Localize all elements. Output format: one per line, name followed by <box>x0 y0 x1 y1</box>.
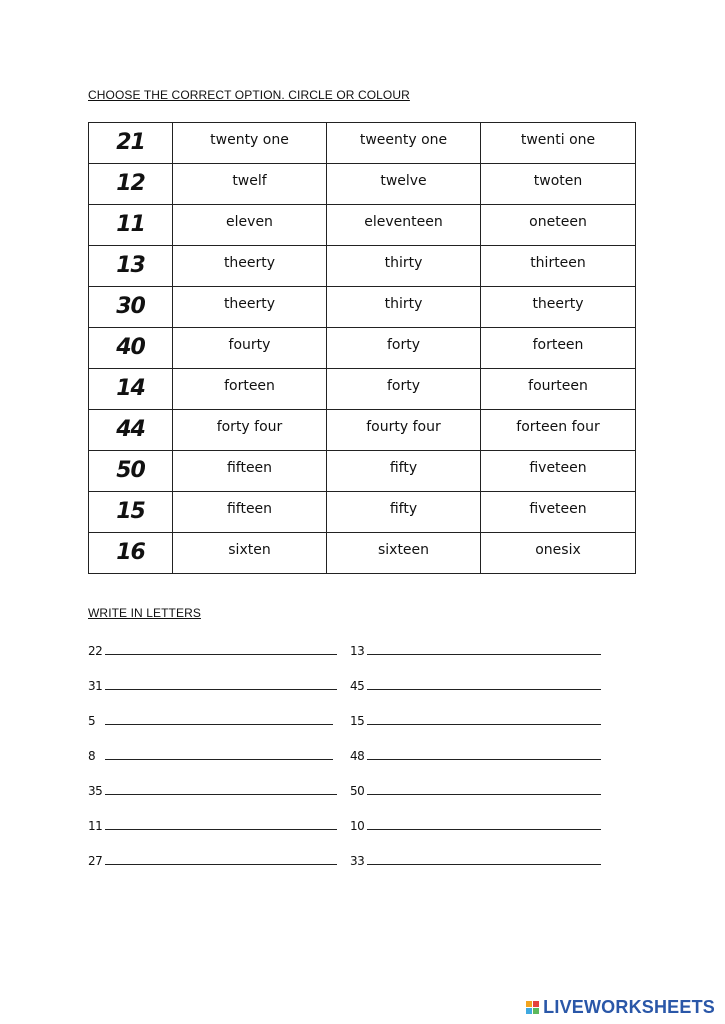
write-item <box>88 641 337 657</box>
option-cell[interactable]: fiveteen <box>481 451 636 492</box>
answer-blank[interactable] <box>105 724 333 725</box>
table-row <box>89 205 636 246</box>
liveworksheets-logo-icon <box>526 1001 540 1015</box>
option-cell[interactable]: twenty one <box>173 123 327 164</box>
number-cell: 40 <box>89 328 173 369</box>
answer-blank[interactable] <box>105 794 337 795</box>
write-item <box>88 816 337 832</box>
number-cell: 30 <box>89 287 173 328</box>
write-item <box>88 746 333 762</box>
option-cell[interactable]: fifty <box>327 451 481 492</box>
write-number: 8 <box>88 749 96 763</box>
write-item <box>350 746 601 762</box>
number-cell: 14 <box>89 369 173 410</box>
number-cell: 12 <box>89 164 173 205</box>
answer-blank[interactable] <box>367 864 601 865</box>
answer-blank[interactable] <box>367 654 601 655</box>
number-cell: 15 <box>89 492 173 533</box>
option-cell[interactable]: twenti one <box>481 123 636 164</box>
write-number: 33 <box>350 854 365 868</box>
answer-blank[interactable] <box>367 689 601 690</box>
answer-blank[interactable] <box>105 829 337 830</box>
option-cell[interactable]: oneteen <box>481 205 636 246</box>
table-row <box>89 492 636 533</box>
table-row <box>89 451 636 492</box>
option-cell[interactable]: forty <box>327 328 481 369</box>
option-cell[interactable]: twelve <box>327 164 481 205</box>
write-number: 5 <box>88 714 96 728</box>
option-cell[interactable]: fifteen <box>173 492 327 533</box>
write-item <box>88 711 333 727</box>
write-number: 31 <box>88 679 103 693</box>
number-cell: 13 <box>89 246 173 287</box>
answer-blank[interactable] <box>367 759 601 760</box>
table-row <box>89 328 636 369</box>
option-cell[interactable]: fifty <box>327 492 481 533</box>
answer-blank[interactable] <box>105 689 337 690</box>
table-row <box>89 287 636 328</box>
number-cell: 50 <box>89 451 173 492</box>
write-item <box>350 676 601 692</box>
write-item <box>350 641 601 657</box>
write-item <box>88 781 337 797</box>
table-row <box>89 369 636 410</box>
option-cell[interactable]: fourteen <box>481 369 636 410</box>
logo-text: LIVEWORKSHEETS <box>543 997 715 1017</box>
table-row <box>89 123 636 164</box>
section-heading-write: WRITE IN LETTERS <box>88 606 201 620</box>
options-table <box>88 122 636 574</box>
option-cell[interactable]: sixteen <box>327 533 481 574</box>
option-cell[interactable]: eleven <box>173 205 327 246</box>
answer-blank[interactable] <box>367 724 601 725</box>
write-number: 35 <box>88 784 103 798</box>
write-item <box>350 781 601 797</box>
answer-blank[interactable] <box>367 829 601 830</box>
write-number: 50 <box>350 784 365 798</box>
option-cell[interactable]: forty <box>327 369 481 410</box>
option-cell[interactable]: thirteen <box>481 246 636 287</box>
number-cell: 44 <box>89 410 173 451</box>
option-cell[interactable]: theerty <box>173 287 327 328</box>
write-number: 45 <box>350 679 365 693</box>
write-number: 11 <box>88 819 103 833</box>
option-cell[interactable]: theerty <box>173 246 327 287</box>
option-cell[interactable]: sixten <box>173 533 327 574</box>
number-cell: 16 <box>89 533 173 574</box>
option-cell[interactable]: theerty <box>481 287 636 328</box>
write-item <box>350 851 601 867</box>
option-cell[interactable]: eleventeen <box>327 205 481 246</box>
option-cell[interactable]: fourty four <box>327 410 481 451</box>
option-cell[interactable]: forteen four <box>481 410 636 451</box>
write-number: 13 <box>350 644 365 658</box>
table-row <box>89 246 636 287</box>
option-cell[interactable]: onesix <box>481 533 636 574</box>
write-item <box>350 816 601 832</box>
option-cell[interactable]: tweenty one <box>327 123 481 164</box>
option-cell[interactable]: forteen <box>481 328 636 369</box>
option-cell[interactable]: thirty <box>327 287 481 328</box>
option-cell[interactable]: fourty <box>173 328 327 369</box>
table-row <box>89 410 636 451</box>
option-cell[interactable]: twelf <box>173 164 327 205</box>
write-number: 10 <box>350 819 365 833</box>
answer-blank[interactable] <box>367 794 601 795</box>
number-cell: 11 <box>89 205 173 246</box>
write-number: 27 <box>88 854 103 868</box>
write-item <box>350 711 601 727</box>
write-item <box>88 851 337 867</box>
option-cell[interactable]: forty four <box>173 410 327 451</box>
write-item <box>88 676 337 692</box>
option-cell[interactable]: forteen <box>173 369 327 410</box>
number-cell: 21 <box>89 123 173 164</box>
table-row <box>89 533 636 574</box>
liveworksheets-logo <box>526 997 715 1018</box>
table-row <box>89 164 636 205</box>
option-cell[interactable]: fifteen <box>173 451 327 492</box>
section-heading-choose: CHOOSE THE CORRECT OPTION. CIRCLE OR COLOUR <box>88 88 410 102</box>
write-number: 22 <box>88 644 103 658</box>
answer-blank[interactable] <box>105 864 337 865</box>
answer-blank[interactable] <box>105 654 337 655</box>
option-cell[interactable]: thirty <box>327 246 481 287</box>
write-number: 15 <box>350 714 365 728</box>
answer-blank[interactable] <box>105 759 333 760</box>
option-cell[interactable]: twoten <box>481 164 636 205</box>
write-number: 48 <box>350 749 365 763</box>
option-cell[interactable]: fiveteen <box>481 492 636 533</box>
